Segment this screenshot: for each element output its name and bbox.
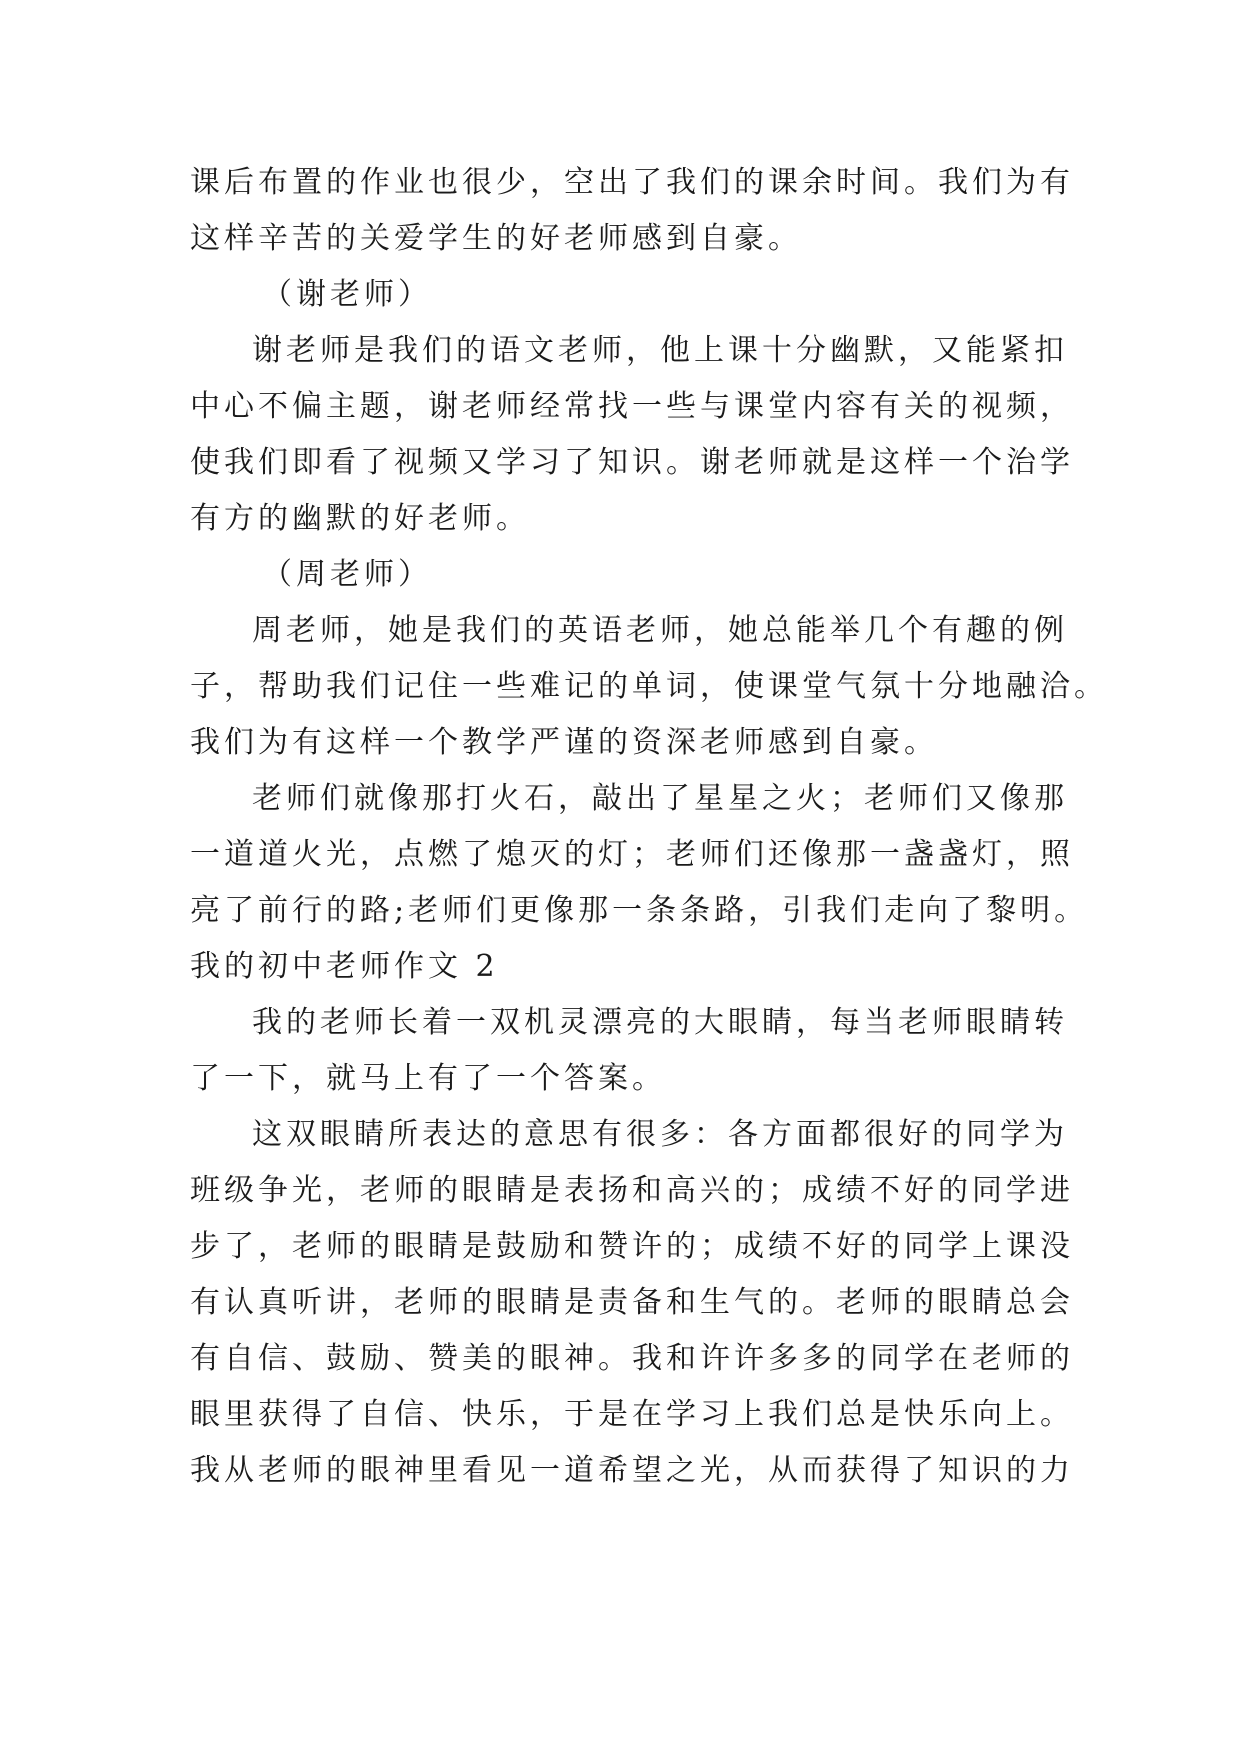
article-title: 我的初中老师作文 2 bbox=[190, 949, 499, 984]
text-line: 谢老师是我们的语文老师，他上课十分幽默，又能紧扣 bbox=[252, 333, 1068, 368]
text-line: 我从老师的眼神里看见一道希望之光，从而获得了知识的力 bbox=[190, 1453, 1074, 1488]
section-heading-zhou: （周老师） bbox=[262, 557, 432, 592]
text-line: 老师们就像那打火石，敲出了星星之火；老师们又像那 bbox=[252, 781, 1068, 816]
text-line: 了一下，就马上有了一个答案。 bbox=[190, 1061, 666, 1096]
text-line: 周老师，她是我们的英语老师，她总能举几个有趣的例 bbox=[252, 613, 1068, 648]
text-line: 我们为有这样一个教学严谨的资深老师感到自豪。 bbox=[190, 725, 938, 760]
text-line: 这样辛苦的关爱学生的好老师感到自豪。 bbox=[190, 221, 802, 256]
text-line: 步了，老师的眼睛是鼓励和赞许的；成绩不好的同学上课没 bbox=[190, 1229, 1074, 1264]
text-line: 课后布置的作业也很少，空出了我们的课余时间。我们为有 bbox=[190, 165, 1074, 200]
text-line: 中心不偏主题，谢老师经常找一些与课堂内容有关的视频， bbox=[190, 389, 1074, 424]
text-line: 有认真听讲，老师的眼睛是责备和生气的。老师的眼睛总会 bbox=[190, 1285, 1074, 1320]
text-line: 这双眼睛所表达的意思有很多：各方面都很好的同学为 bbox=[252, 1117, 1068, 1152]
text-line: 有自信、鼓励、赞美的眼神。我和许许多多的同学在老师的 bbox=[190, 1341, 1074, 1376]
text-line: 亮了前行的路;老师们更像那一条条路，引我们走向了黎明。 bbox=[190, 893, 1089, 928]
text-line: 有方的幽默的好老师。 bbox=[190, 501, 530, 536]
document-body bbox=[190, 155, 1108, 1499]
section-heading-xie: （谢老师） bbox=[262, 277, 432, 312]
text-line: 子，帮助我们记住一些难记的单词，使课堂气氛十分地融洽。 bbox=[190, 669, 1108, 704]
text-line: 眼里获得了自信、快乐，于是在学习上我们总是快乐向上。 bbox=[190, 1397, 1074, 1432]
text-line: 班级争光，老师的眼睛是表扬和高兴的；成绩不好的同学进 bbox=[190, 1173, 1074, 1208]
text-line: 我的老师长着一双机灵漂亮的大眼睛，每当老师眼睛转 bbox=[252, 1005, 1068, 1040]
text-line: 使我们即看了视频又学习了知识。谢老师就是这样一个治学 bbox=[190, 445, 1074, 480]
text-line: 一道道火光，点燃了熄灭的灯；老师们还像那一盏盏灯，照 bbox=[190, 837, 1074, 872]
